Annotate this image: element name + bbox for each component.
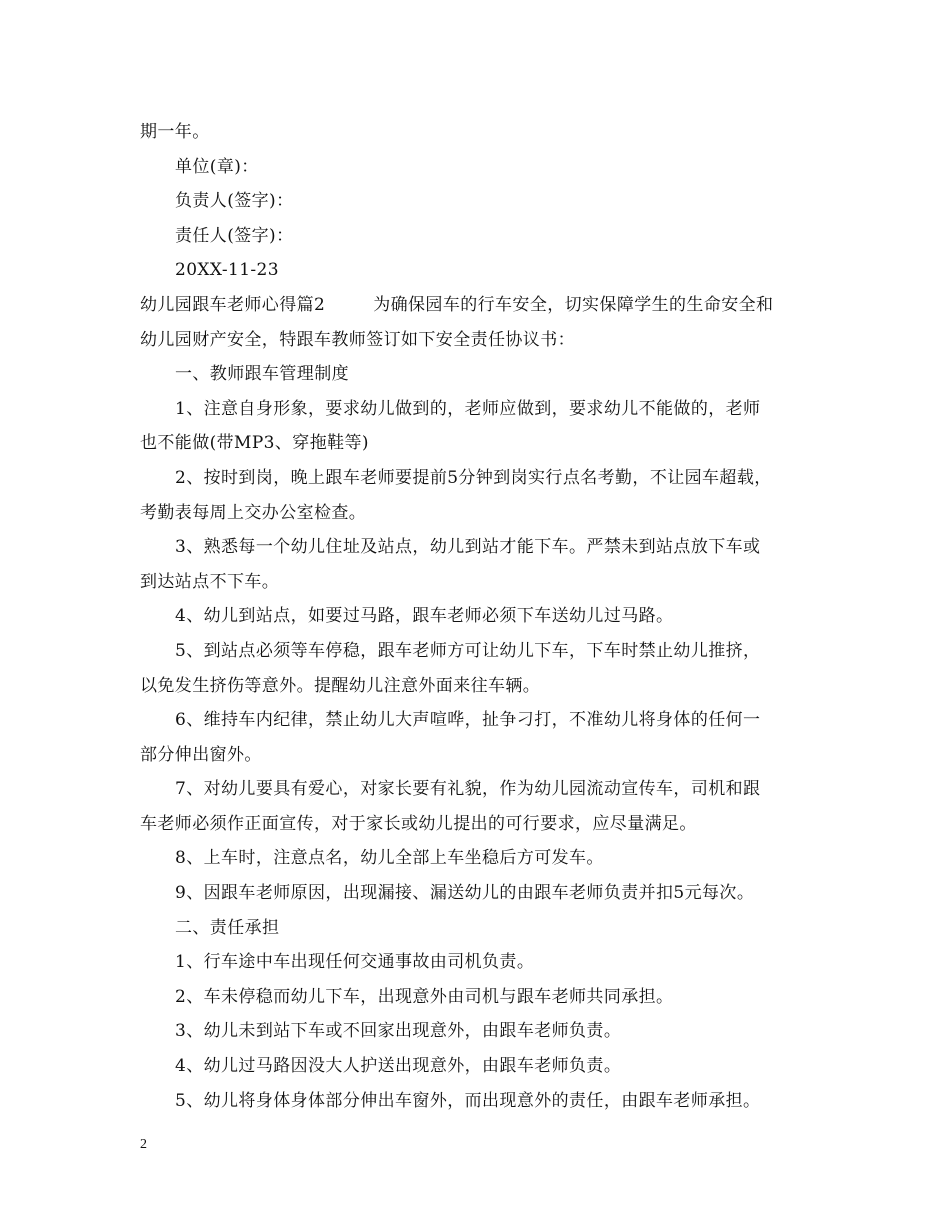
body-line: 3、熟悉每一个幼儿住址及站点，幼儿到站才能下车。严禁未到站点放下车或 (175, 537, 761, 558)
unit-seal-line: 单位(章)： (175, 156, 259, 177)
document-body (140, 115, 820, 1118)
page-number: 2 (140, 1137, 147, 1152)
body-line: 1、行车途中车出现任何交通事故由司机负责。 (175, 952, 535, 973)
body-line: 2、按时到岗，晚上跟车老师要提前5分钟到岗实行点名考勤，不让园车超载， (175, 467, 772, 488)
body-line: 3、幼儿未到站下车或不回家出现意外，由跟车老师负责。 (175, 1021, 622, 1042)
body-text: 为确保园车的行车安全，切实保障学生的生命安全和 (373, 294, 774, 315)
body-line: 也不能做(带MP3、穿拖鞋等) (140, 433, 369, 454)
body-line: 以免发生挤伤等意外。提醒幼儿注意外面来往车辆。 (140, 675, 541, 696)
body-line: 部分伸出窗外。 (140, 744, 262, 765)
body-line: 2、车未停稳而幼儿下车，出现意外由司机与跟车老师共同承担。 (175, 986, 674, 1007)
subheading-line: 二、责任承担 (175, 917, 280, 938)
date-line: 20XX-11-23 (175, 260, 279, 281)
body-line: 车老师必须作正面宣传，对于家长或幼儿提出的可行要求，应尽量满足。 (140, 813, 697, 834)
body-line: 到达站点不下车。 (140, 571, 280, 592)
section-title: 幼儿园跟车老师心得篇2 (140, 294, 326, 315)
body-line: 5、到站点必须等车停稳，跟车老师方可让幼儿下车，下车时禁止幼儿推挤， (175, 640, 761, 661)
body-line: 幼儿园财产安全，特跟车教师签订如下安全责任协议书： (140, 329, 575, 350)
body-line: 6、维持车内纪律，禁止幼儿大声喧哗，扯争刁打，不准幼儿将身体的任何一 (175, 710, 761, 731)
leader-signature-line: 负责人(签字)： (175, 191, 294, 212)
body-line: 8、上车时，注意点名，幼儿全部上车坐稳后方可发车。 (175, 848, 604, 869)
responsible-signature-line: 责任人(签字)： (175, 225, 294, 246)
body-line: 期一年。 (140, 122, 210, 142)
section-heading-line (140, 288, 820, 323)
body-line: 4、幼儿到站点，如要过马路，跟车老师必须下车送幼儿过马路。 (175, 606, 674, 627)
body-line: 7、对幼儿要具有爱心，对家长要有礼貌，作为幼儿园流动宣传车，司机和跟 (175, 779, 761, 800)
subheading-line: 一、教师跟车管理制度 (175, 364, 349, 385)
body-line: 5、幼儿将身体身体部分伸出车窗外，而出现意外的责任，由跟车老师承担。 (175, 1090, 761, 1111)
body-line: 4、幼儿过马路因没大人护送出现意外，由跟车老师负责。 (175, 1056, 622, 1077)
body-line: 1、注意自身形象，要求幼儿做到的，老师应做到，要求幼儿不能做的，老师 (175, 398, 761, 419)
body-line: 考勤表每周上交办公室检查。 (140, 502, 367, 523)
body-line: 9、因跟车老师原因，出现漏接、漏送幼儿的由跟车老师负责并扣5元每次。 (175, 883, 755, 904)
